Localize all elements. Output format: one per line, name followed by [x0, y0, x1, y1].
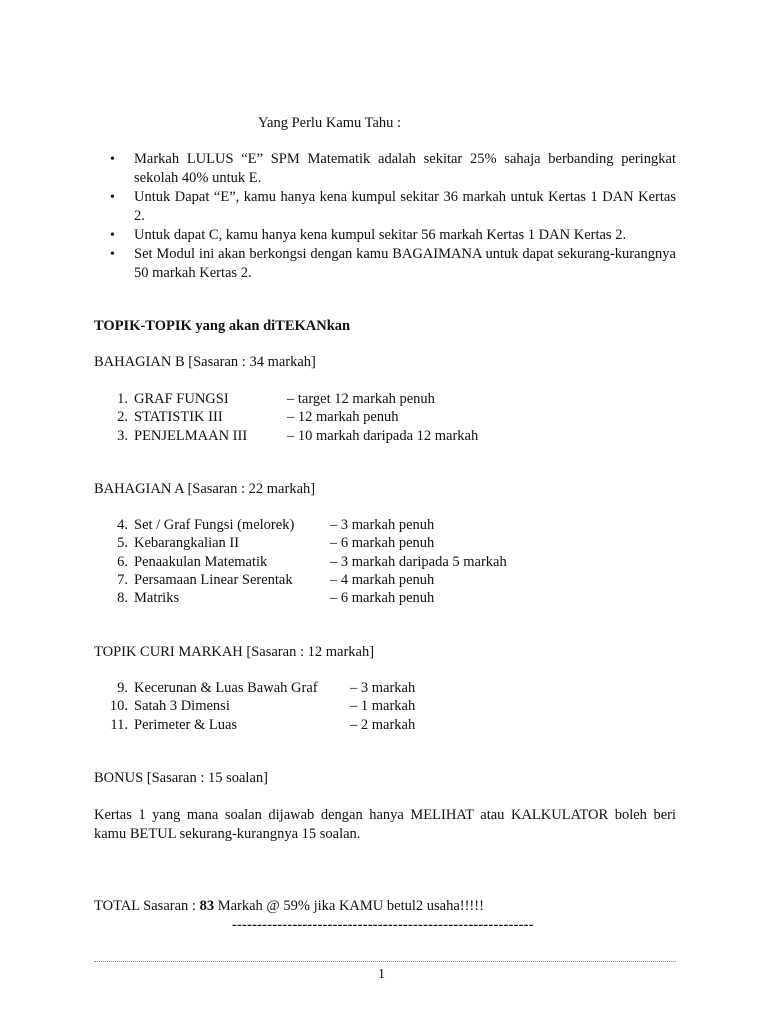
item-marks: – 4 markah penuh [330, 571, 435, 588]
item-marks: – 3 markah [350, 680, 416, 696]
item-marks: – 10 markah daripada 12 markah [287, 427, 479, 444]
item-marks: – 3 markah daripada 5 markah [330, 553, 507, 570]
item-marks: – 12 markah penuh [287, 409, 399, 426]
bullet-item: • Untuk Dapat “E”, kamu hanya kena kumpul sekitar 36 markah untuk Kertas 1 DAN Kertas 2. [108, 188, 676, 226]
item-marks: – 6 markah penuh [330, 590, 435, 607]
total-line [94, 897, 484, 916]
item-topic: Satah 3 Dimensi [134, 698, 230, 715]
total-prefix: TOTAL Sasaran : [94, 898, 200, 914]
page-number: 1 [378, 967, 385, 982]
item-number: 7. [117, 571, 128, 588]
list-item [108, 553, 507, 571]
item-topic: PENJELMAAN III [134, 427, 248, 444]
list-item [108, 679, 415, 697]
item-marks: – 1 markah [350, 698, 416, 715]
list-item [108, 571, 507, 589]
section-b-heading: BAHAGIAN B [Sasaran : 34 markah] [94, 354, 316, 370]
item-topic: GRAF FUNGSI [134, 391, 229, 407]
total-suffix: Markah @ 59% jika KAMU betul2 usaha!!!!! [214, 898, 484, 914]
list-item [108, 589, 507, 607]
item-marks: – 6 markah penuh [330, 535, 435, 552]
bullet-item: • Set Modul ini akan berkongsi dengan kamu BAGAIMANA untuk dapat sekurang-kurangnya 50 markah Kertas 2. [108, 245, 676, 283]
topics-heading: TOPIK-TOPIK yang akan diTEKANkan [94, 318, 351, 334]
list-item [108, 534, 507, 552]
item-number: 6. [117, 553, 128, 570]
item-number: 8. [117, 590, 128, 607]
item-number: 10. [109, 698, 128, 715]
item-number: 1. [117, 391, 128, 407]
total-value: 83 [199, 898, 215, 914]
item-topic: Kebarangkalian II [134, 535, 240, 552]
list-item [108, 427, 478, 445]
item-number: 9. [117, 680, 128, 696]
item-marks: – 2 markah [350, 716, 416, 733]
item-topic: Kecerunan & Luas Bawah Graf [134, 680, 318, 696]
page-title: Yang Perlu Kamu Tahu : [258, 115, 402, 131]
item-topic: Matriks [134, 590, 180, 607]
bonus-heading: BONUS [Sasaran : 15 soalan] [94, 770, 268, 786]
section-a-heading: BAHAGIAN A [Sasaran : 22 markah] [94, 481, 316, 497]
item-number: 4. [117, 517, 128, 533]
list-item [108, 408, 478, 426]
item-topic: Perimeter & Luas [134, 716, 238, 733]
bullet-item: • Markah LULUS “E” SPM Matematik adalah sekitar 25% sahaja berbanding peringkat sekolah 40% untuk E. [108, 150, 676, 188]
item-topic: STATISTIK III [134, 409, 223, 426]
item-number: 2. [117, 409, 128, 426]
section-a-list [108, 516, 507, 607]
item-number: 3. [117, 427, 128, 444]
item-topic: Penaakulan Matematik [134, 553, 268, 570]
list-item [108, 697, 415, 715]
list-item [108, 716, 415, 734]
bonus-text: Kertas 1 yang mana soalan dijawab dengan hanya MELIHAT atau KALKULATOR boleh beri kamu BETUL sekurang-kurangnya 15 soalan. [94, 807, 676, 842]
separator-line: ------------------------------------------------------------ [232, 917, 534, 933]
list-item [108, 390, 478, 408]
info-bullet-list [108, 150, 676, 283]
item-topic: Persamaan Linear Serentak [134, 571, 293, 588]
item-number: 11. [110, 716, 128, 733]
bullet-item: • Untuk dapat C, kamu hanya kena kumpul sekitar 56 markah Kertas 1 DAN Kertas 2. [108, 226, 676, 245]
footer-divider [94, 961, 676, 962]
section-curi-heading: TOPIK CURI MARKAH [Sasaran : 12 markah] [94, 644, 375, 660]
item-marks: – target 12 markah penuh [287, 391, 435, 407]
item-marks: – 3 markah penuh [330, 517, 435, 533]
section-b-list [108, 390, 478, 445]
list-item [108, 516, 507, 534]
item-topic: Set / Graf Fungsi (melorek) [134, 517, 295, 533]
item-number: 5. [117, 535, 128, 552]
section-curi-list [108, 679, 415, 734]
